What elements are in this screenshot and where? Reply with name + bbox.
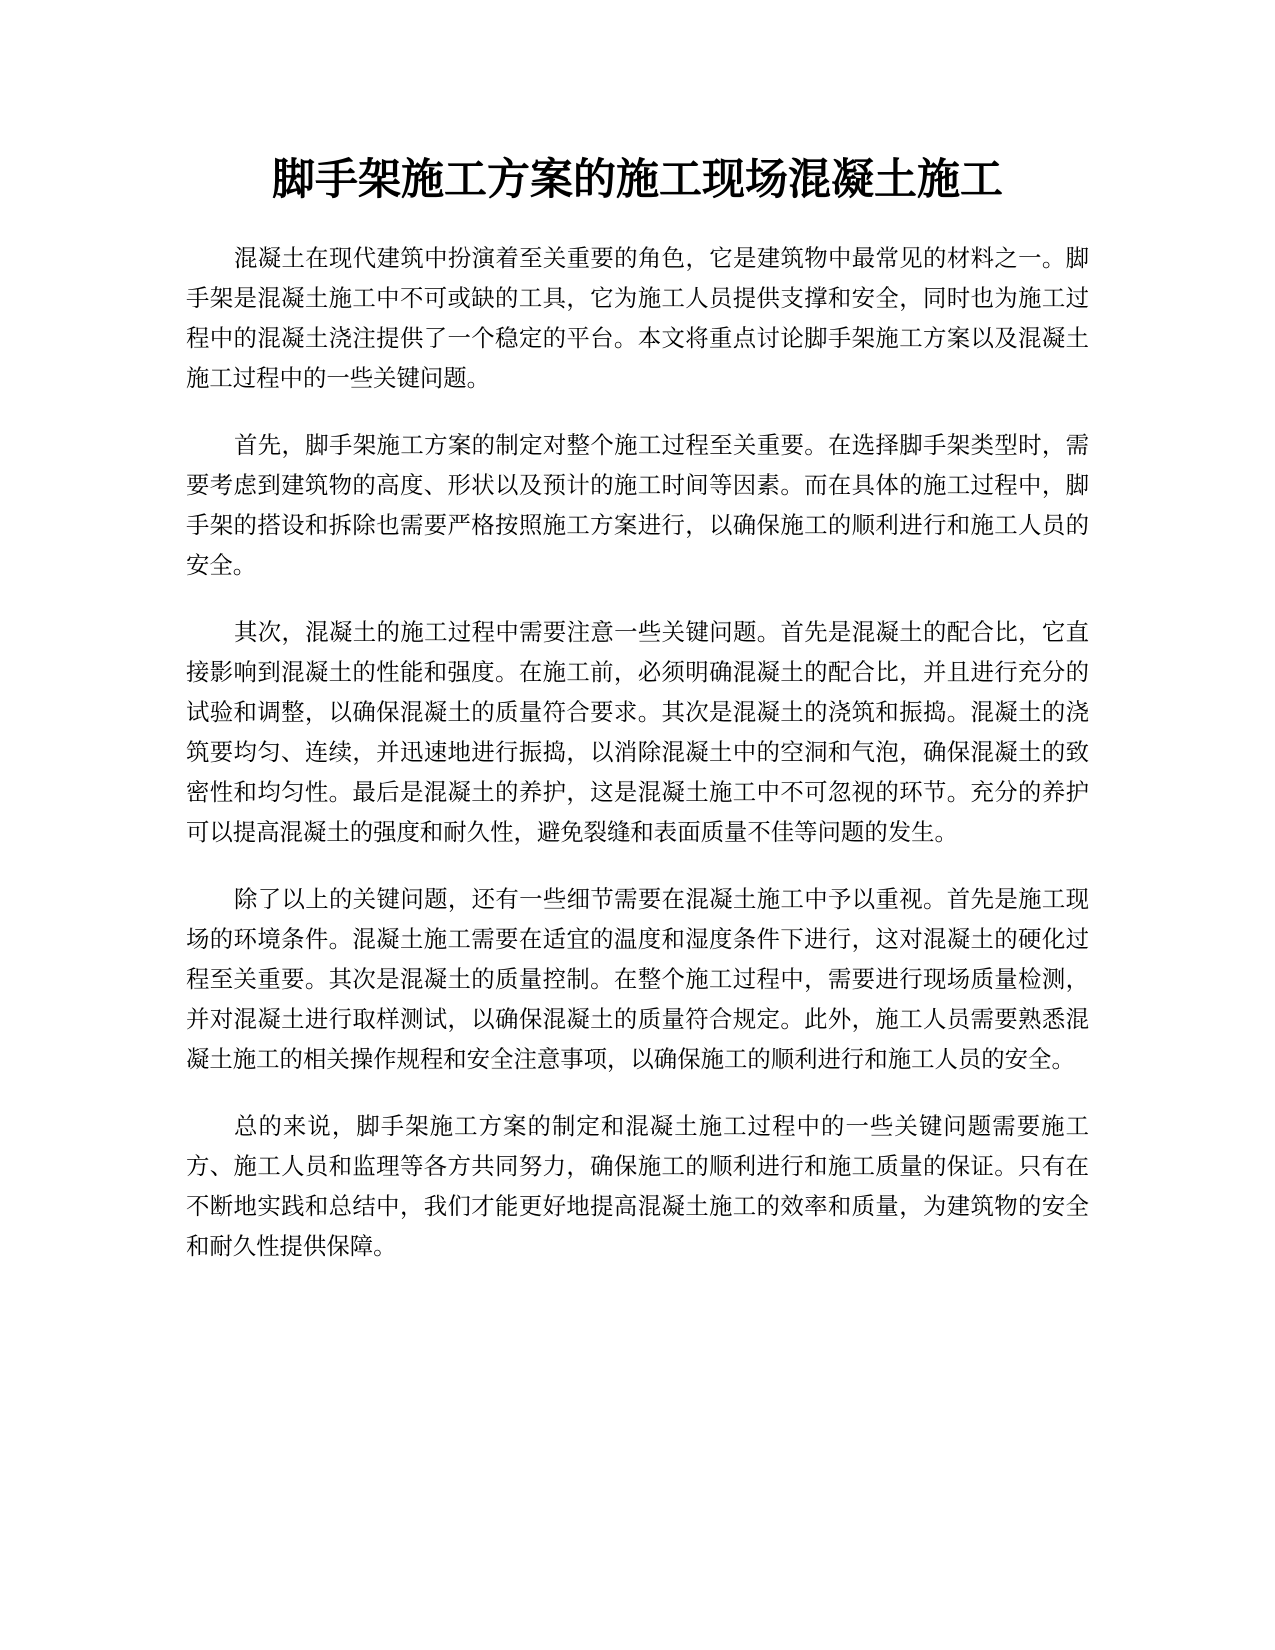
paragraph-3: 其次，混凝土的施工过程中需要注意一些关键问题。首先是混凝土的配合比，它直接影响到混凝土的性能和强度。在施工前，必须明确混凝土的配合比，并且进行充分的试验和调整，以确保混凝土的质量符合要求。其次是混凝土的浇筑和振捣。混凝土的浇筑要均匀、连续，并迅速地进行振捣，以消除混凝土中的空洞和气泡，确保混凝土的致密性和均匀性。最后是混凝土的养护，这是混凝土施工中不可忽视的环节。充分的养护可以提高混凝土的强度和耐久性，避免裂缝和表面质量不佳等问题的发生。 [186, 618, 1089, 846]
paragraph-4: 除了以上的关键问题，还有一些细节需要在混凝土施工中予以重视。首先是施工现场的环境条件。混凝土施工需要在适宜的温度和湿度条件下进行，这对混凝土的硬化过程至关重要。其次是混凝土的质量控制。在整个施工过程中，需要进行现场质量检测，并对混凝土进行取样测试，以确保混凝土的质量符合规定。此外，施工人员需要熟悉混凝土施工的相关操作规程和安全注意事项，以确保施工的顺利进行和施工人员的安全。 [186, 885, 1089, 1073]
document-title: 脚手架施工方案的施工现场混凝土施工 [272, 155, 1003, 205]
paragraph-5: 总的来说，脚手架施工方案的制定和混凝土施工过程中的一些关键问题需要施工方、施工人员和监理等各方共同努力，确保施工的顺利进行和施工质量的保证。只有在不断地实践和总结中，我们才能更好地提高混凝土施工的效率和质量，为建筑物的安全和耐久性提供保障。 [186, 1112, 1089, 1260]
paragraph-1: 混凝土在现代建筑中扮演着至关重要的角色，它是建筑物中最常见的材料之一。脚手架是混凝土施工中不可或缺的工具，它为施工人员提供支撑和安全，同时也为施工过程中的混凝土浇注提供了一个稳定的平台。本文将重点讨论脚手架施工方案以及混凝土施工过程中的一些关键问题。 [186, 244, 1089, 392]
paragraph-2: 首先，脚手架施工方案的制定对整个施工过程至关重要。在选择脚手架类型时，需要考虑到建筑物的高度、形状以及预计的施工时间等因素。而在具体的施工过程中，脚手架的搭设和拆除也需要严格按照施工方案进行，以确保施工的顺利进行和施工人员的安全。 [186, 431, 1089, 579]
document-body [186, 238, 1089, 1293]
